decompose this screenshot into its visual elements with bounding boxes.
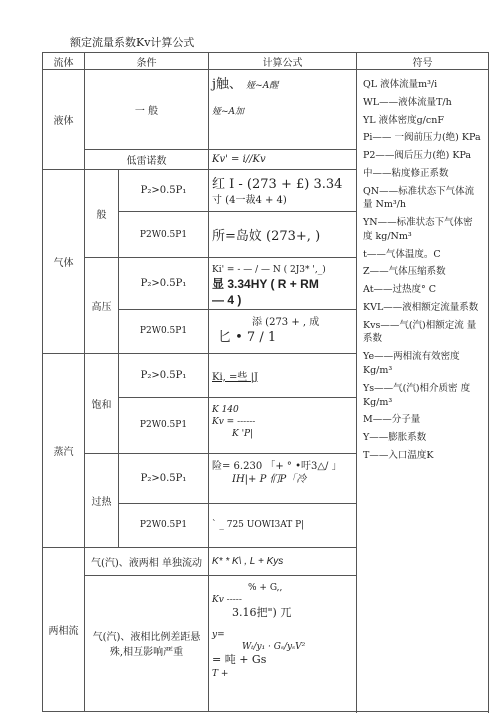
formula-gas-general-1: 红 I - (273 + £) 3.34 寸 (4一裁4 + 4)	[209, 170, 357, 212]
formula-liquid-low-re: Kv' = i//Kv	[209, 150, 357, 170]
formula-two-phase-2: % + G,, Kv ----- 3.16把") 兀 y= Wₜ/y₁ · Gₛ/yₛV² = 吨 + Gs T⁠ +	[209, 575, 357, 711]
formula-liquid-general: j触、 娅~A醒 娅~A加	[209, 70, 357, 150]
cond-steam-sat-p2-gt: P₂>0.5P₁	[119, 353, 209, 397]
fluid-steam: 蒸汽	[43, 353, 85, 547]
cond-two-phase-separate: 气(汽)、液两相 单独流动	[85, 547, 209, 575]
cond-steam-sh-p2-le: P2W0.5P1	[119, 503, 209, 547]
liquid-general-row	[43, 70, 489, 150]
symbol-legend	[357, 70, 489, 712]
page-title: 额定流量系数Kv计算公式	[70, 36, 195, 49]
cond-gas-high-p2-gt: P₂>0.5P₁	[119, 258, 209, 310]
cond-gas-general: 般	[85, 170, 119, 258]
symbol-item: QN——标准状态下气体流 量 Nm³/h	[363, 185, 475, 211]
formula-steam-sh-1: 险= 6.230 「+ ° •吁3△/ 」 IH|+ P 们P「冷	[209, 453, 357, 503]
symbol-item: Y——膨胀系数	[363, 432, 427, 444]
symbol-item: Pi—— 一阀前压力(绝) KPa	[363, 132, 481, 144]
symbol-item: KVL——液相额定流量系数	[363, 301, 479, 313]
symbol-item: QL 液体流量m³/i	[363, 79, 438, 90]
fluid-two-phase: 两相流	[43, 547, 85, 711]
cond-gas-general-p2-le: P2W0.5P1	[119, 212, 209, 258]
symbol-item: M——分子量	[363, 414, 421, 426]
formula-steam-sat-1: Ki, =些 |J	[209, 353, 357, 397]
symbol-item: WL——液体流量T/h	[363, 96, 452, 108]
cond-gas-high-pressure: 高压	[85, 258, 119, 354]
cond-two-phase-mixed: 气(汽)、液相比例差距悬 殊,相互影响严重	[85, 575, 209, 711]
symbol-item: Ys——气(汽)相介质密 度 Kg/m³	[363, 382, 471, 408]
header-row	[43, 53, 489, 70]
header-fluid: 流体	[43, 53, 85, 70]
symbol-item: YN——标准状态下气体密 度 kg/Nm³	[363, 217, 473, 242]
fluid-gas: 气体	[43, 170, 85, 354]
symbol-item: Kvs——气(汽)相额定流 量 系数	[363, 319, 477, 345]
formula-steam-sat-2: K 140 Kv = ------ K 'P|	[209, 397, 357, 453]
symbol-item: Z——气体压缩系数	[363, 266, 446, 278]
cond-steam-superheated: 过热	[85, 453, 119, 547]
formula-steam-sh-2: ` _ 725 UOWI3AT P|	[209, 503, 357, 547]
cond-liquid-low-re: 低雷诺数	[85, 150, 209, 170]
formula-table	[42, 52, 489, 712]
symbol-item: t——气体温度。C	[363, 248, 441, 260]
symbol-item: At——过热度° C	[363, 284, 437, 296]
fluid-liquid: 液体	[43, 70, 85, 170]
cond-gas-high-p2-le: P2W0.5P1	[119, 309, 209, 353]
cond-steam-saturated: 饱和	[85, 353, 119, 453]
cond-gas-general-p2-gt: P₂>0.5P₁	[119, 170, 209, 212]
symbol-item: P2——阀后压力(绝) KPa	[363, 150, 472, 162]
formula-gas-general-2: 所=岛妏 (273+, )	[209, 212, 357, 258]
formula-gas-high-2: 添 (273 + , 成 匕 • 7 / 1	[209, 309, 357, 353]
cond-steam-sh-p2-gt: P₂>0.5P₁	[119, 453, 209, 503]
formula-two-phase-1: K* * K\ , L + Kys	[209, 547, 357, 575]
symbol-item: 中——粘度修正系数	[363, 167, 449, 179]
cond-liquid-general: 一 般	[85, 70, 209, 150]
cond-steam-sat-p2-le: P2W0.5P1	[119, 397, 209, 453]
header-symbol: 符号	[357, 53, 489, 70]
symbol-item: T——入口温度K	[363, 449, 434, 461]
symbol-item: YL 液体密度g/cnF	[363, 114, 444, 126]
formula-gas-high-1: Ki' = - — / — N ( 2J3* ',_) 显 3.34HY ( R + RM — 4 )	[209, 258, 357, 310]
header-formula: 计算公式	[209, 53, 357, 70]
header-condition: 条件	[85, 53, 209, 70]
symbol-item: Ye——两相流有效密度 Kg/m³	[363, 351, 460, 377]
